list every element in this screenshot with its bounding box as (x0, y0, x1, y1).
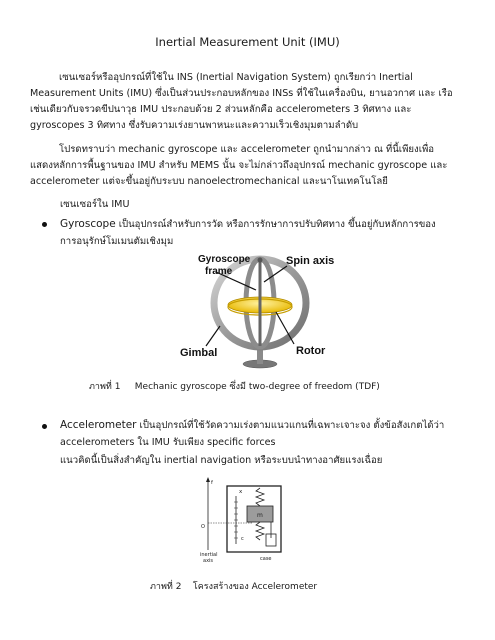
top-spring (256, 488, 264, 506)
rotor-label: Rotor (296, 345, 326, 357)
mass-label: m (257, 512, 263, 519)
figure-2-caption-number: ภาพที่ 2 (150, 582, 182, 592)
bottom-spring (256, 522, 264, 540)
gimbal-label: Gimbal (180, 347, 218, 359)
axle-top (258, 258, 263, 263)
x-label: x (239, 489, 243, 495)
bullet-gyroscope (42, 222, 47, 227)
gyroscope-line-2: การอนุรักษ์โมเมนตัมเชิงมุม (60, 236, 174, 247)
accelerometer-line-3: แนวคิดนี้เป็นสิ่งสำคัญใน inertial navigation หรือระบบนำทางอาศัยแรงเฉื่อย (60, 455, 383, 466)
paragraph-2-line-2: แสดงหลักการพื้นฐานของ IMU สำหรับ MEMS นั้น จะไม่กล่าวถึงอุปกรณ์ mechanic gyroscope และ (30, 160, 448, 171)
gyroscope-frame-label-line-1: Gyroscope (198, 254, 251, 265)
inertial-axis-arrow (206, 477, 210, 482)
paragraph-1-line-4: gyroscopes 3 ทิศทาง ซึ่งรับความเร่งยานพาหนะและความเร็วเชิงมุมตามลำดับ (30, 120, 359, 131)
figure-1-caption-text: Mechanic gyroscope ซึ่งมี two-degree of freedom (TDF) (134, 382, 380, 392)
accelerometer-term: Accelerometer (60, 419, 137, 431)
paragraph-1-line-3: เช่นเดียวกับจรวดขีปนาวุธ IMU ประกอบด้วย 2 ส่วนหลักคือ accelerometers 3 ทิศทาง และ (30, 104, 412, 115)
c-label: c (241, 536, 244, 542)
figure-1-caption (89, 381, 380, 393)
accelerometer-figure (196, 476, 296, 566)
gyroscope-frame-label-line-2: frame (205, 266, 233, 277)
case-label: case (260, 556, 272, 562)
gyroscope-definition: เป็นอุปกรณ์สำหรับการวัด หรือการรักษาการปรับทิศทาง ขึ้นอยู่กับหลักการของ (115, 219, 436, 230)
origin-label: O (201, 524, 205, 530)
inertial-label: inertial (200, 552, 218, 558)
page-title: Inertial Measurement Unit (IMU) (155, 35, 340, 49)
paragraph-2-line-1: โปรดทราบว่า mechanic gyroscope และ accelerometer ถูกนำมากล่าว ณ ที่นี้เพียงเพื่อ (59, 144, 435, 155)
axis-label: axis (203, 558, 214, 564)
paragraph-1-line-2: Measurement Units (IMU) ซึ่งเป็นส่วนประกอบหลักของ INSs ที่ใช้ในเครื่องบิน, ยานอวกาศ และ เรือ (30, 88, 453, 99)
accelerometer-line-2: accelerometers ใน IMU รับเพียง specific forces (60, 437, 276, 448)
figure-1-caption-number: ภาพที่ 1 (89, 382, 121, 392)
figure-2-caption-text: โครงสร้างของ Accelerometer (192, 582, 318, 592)
gyroscope-term: Gyroscope (60, 218, 116, 230)
gimbal-pointer (206, 326, 220, 346)
accelerometer-definition: เป็นอุปกรณ์ที่ใช้วัดความเร่งตามแนวแกนที่เฉพาะเจาะจง ตั้งข้อสังเกตได้ว่า (136, 420, 445, 431)
figure-2-caption (150, 581, 317, 593)
spin-axis-label: Spin axis (286, 255, 335, 267)
paragraph-1-line-1: เซนเซอร์หรืออุปกรณ์ที่ใช้ใน INS (Inertial Navigation System) ถูกเรียกว่า Inertial (59, 72, 413, 83)
f-axis-label: f (211, 480, 213, 486)
paragraph-2-line-3: accelerometer แต่จะขึ้นอยู่กับระบบ nanoelectromechanical และนาโนเทคโนโลยี (30, 176, 388, 187)
gyroscope-line-1 (60, 218, 436, 231)
gyroscope-figure (168, 250, 348, 372)
accelerometer-line-1 (60, 419, 444, 432)
section-subheading: เซนเซอร์ใน IMU (60, 199, 130, 210)
bullet-accelerometer (42, 424, 47, 429)
